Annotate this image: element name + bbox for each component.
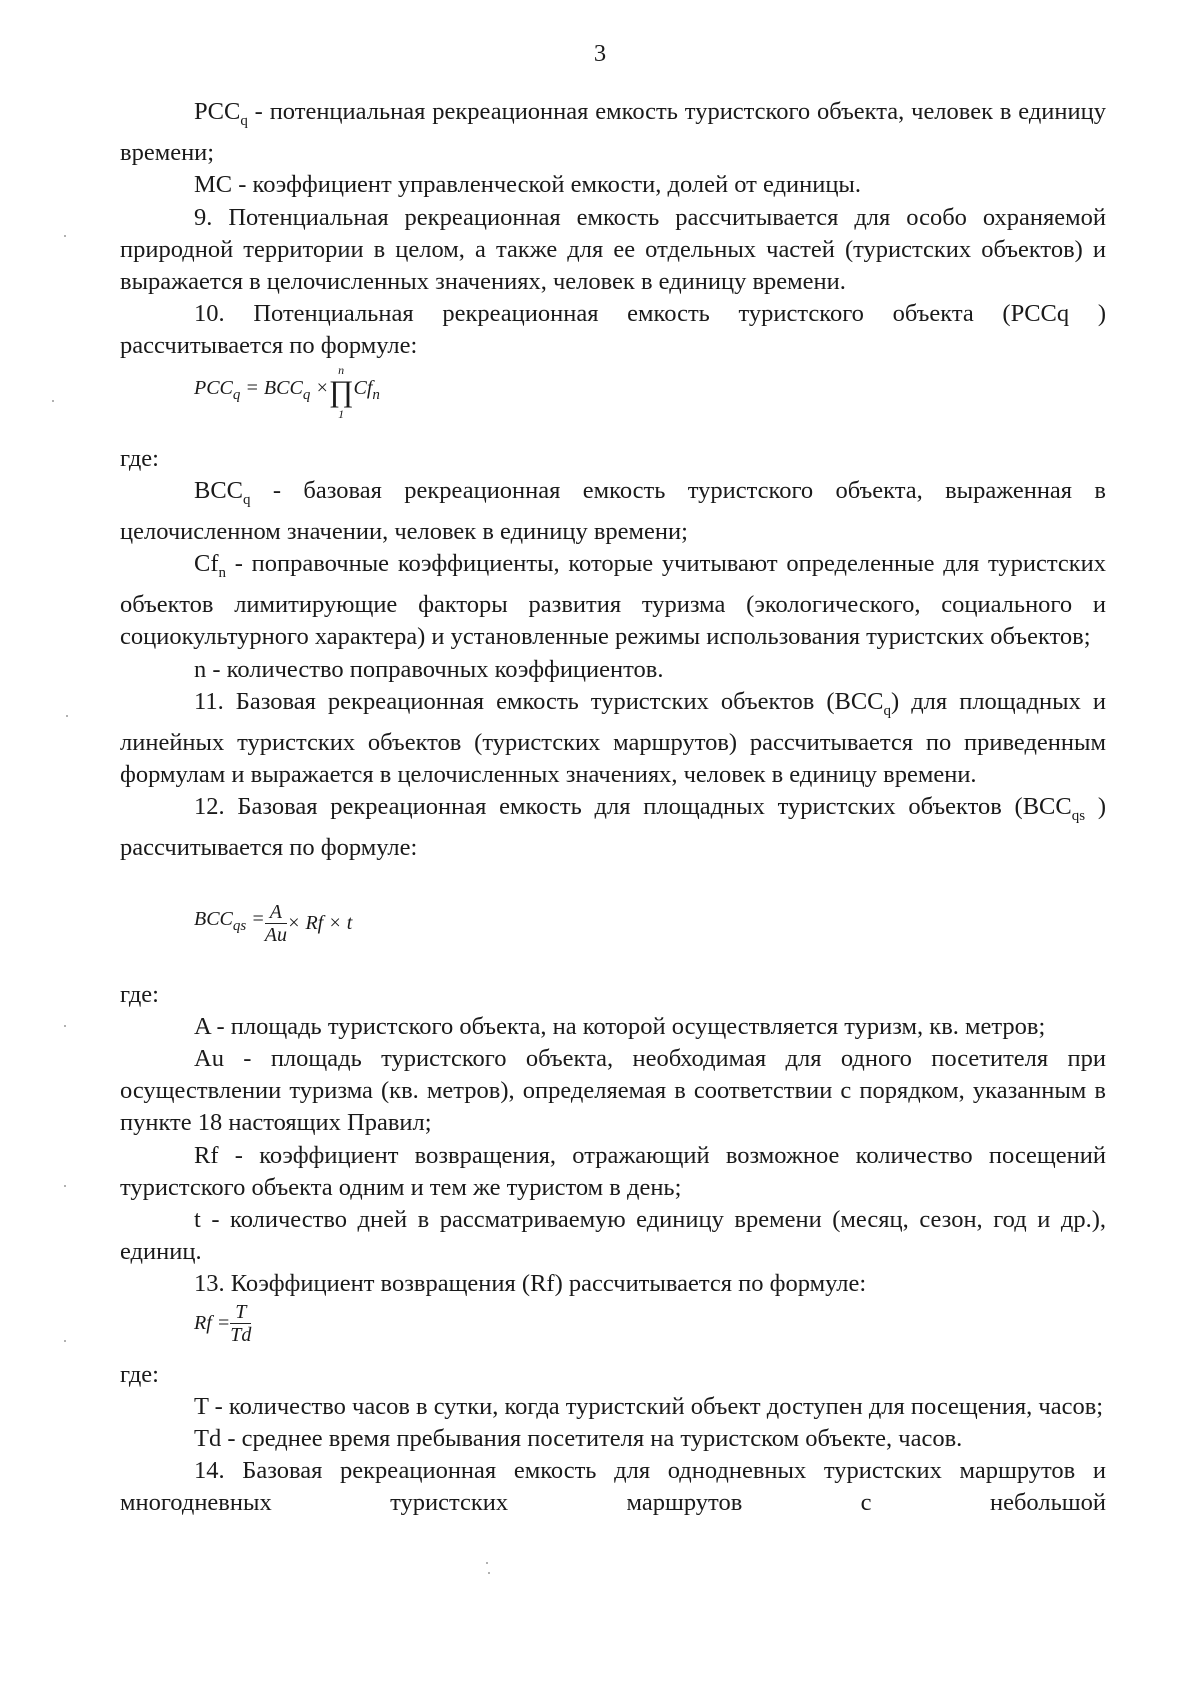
document-body bbox=[120, 96, 1106, 1520]
where-1 bbox=[120, 443, 1106, 475]
item-12-text: ) рассчитывается по формуле: bbox=[120, 793, 1106, 862]
def-t-text: t - количество дней в рассматриваемую единицу времени (месяц, сезон, год и др.), единиц. bbox=[120, 1205, 1106, 1266]
def-mc-text: MC - коэффициент управленческой емкости, долей от единицы. bbox=[194, 171, 862, 199]
formula-lhs: Rf bbox=[194, 1311, 212, 1334]
def-rf bbox=[120, 1140, 1106, 1204]
product-upper-limit: n bbox=[338, 362, 345, 377]
formula-lhs-sub: qs bbox=[232, 918, 247, 935]
formula-factor-sub: n bbox=[372, 386, 380, 403]
formula-term-sub: q bbox=[302, 386, 311, 403]
where-3-text: где: bbox=[120, 1360, 159, 1388]
item-13-text: 13. Коэффициент возвращения (Rf) рассчитывается по формуле: bbox=[194, 1270, 867, 1298]
def-pccq-subscript: q bbox=[240, 112, 248, 129]
def-T bbox=[120, 1391, 1106, 1423]
scan-speck bbox=[52, 400, 54, 402]
formula-op: × bbox=[310, 376, 329, 399]
where-1-text: где: bbox=[120, 444, 159, 472]
item-13 bbox=[120, 1268, 1106, 1300]
formula-pccq-factor bbox=[354, 372, 380, 411]
def-bccq-subscript: q bbox=[243, 491, 251, 508]
formula-lhs: BCC bbox=[194, 908, 233, 931]
formula-eq: = bbox=[246, 908, 265, 931]
where-2 bbox=[120, 979, 1106, 1011]
formula-lhs-sub: q bbox=[232, 386, 241, 403]
fraction bbox=[265, 901, 287, 946]
item-12-subscript: qs bbox=[1071, 808, 1086, 825]
formula-factor: Cf bbox=[353, 376, 373, 399]
def-rf-text: Rf - коэффициент возвращения, отражающий возможное количество посещений туристского объекта одним и тем же туристом в день; bbox=[120, 1141, 1106, 1201]
formula-rf bbox=[194, 1301, 1106, 1359]
def-bccq bbox=[120, 475, 1106, 548]
def-bccq-text: - базовая рекреационная емкость туристского объекта, выраженная в целочисленном значении, человек в единицу времени; bbox=[120, 476, 1106, 545]
fraction-denominator: Td bbox=[230, 1323, 252, 1346]
scan-speck bbox=[64, 1025, 66, 1027]
def-au-text: Au - площадь туристского объекта, необходимая для одного посетителя при осуществлении туризма (кв. метров), определяемая в соответствии с порядком, указанным в пункте 18 настоящих Правил; bbox=[120, 1044, 1106, 1137]
def-cfn-text: Cf bbox=[194, 550, 219, 578]
def-n-text: n - количество поправочных коэффициентов. bbox=[194, 655, 664, 683]
formula-eq: = bbox=[240, 376, 264, 399]
where-2-text: где: bbox=[120, 980, 159, 1008]
def-n bbox=[120, 654, 1106, 686]
def-t bbox=[120, 1204, 1106, 1268]
product-lower-limit: 1 bbox=[338, 406, 345, 421]
fraction-numerator: A bbox=[265, 901, 287, 924]
def-cfn-subscript: n bbox=[218, 564, 226, 581]
scan-speck bbox=[486, 1562, 488, 1564]
formula-eq: = bbox=[211, 1311, 231, 1334]
scan-speck bbox=[66, 715, 68, 717]
def-cfn-text: - поправочные коэффициенты, которые учитывают определенные для туристских объектов лимитирующие факторы развития туризма (экологического, социального и социокультурного характера) и установленные режимы использования туристских объектов; bbox=[120, 550, 1106, 651]
formula-bccqs-line bbox=[194, 903, 265, 942]
def-T-text: T - количество часов в сутки, когда туристский объект доступен для посещения, часов; bbox=[194, 1392, 1104, 1420]
scan-speck bbox=[64, 235, 66, 237]
formula-pccq bbox=[194, 363, 1106, 443]
def-pccq-text: PCC bbox=[194, 98, 241, 125]
item-11-text: 11. Базовая рекреационная емкость туристских объектов (BCC bbox=[194, 687, 884, 715]
fraction-numerator: T bbox=[230, 1301, 251, 1324]
item-9-text: 9. Потенциальная рекреационная емкость рассчитывается для особо охраняемой природной территории в целом, а также для ее отдельных частей (туристских объектов) и выражается в целочисленных значениях, человек в единицу времени. bbox=[120, 203, 1106, 295]
def-mc bbox=[120, 169, 1106, 201]
def-a bbox=[120, 1011, 1106, 1043]
product-operator bbox=[329, 363, 354, 421]
def-td bbox=[120, 1423, 1106, 1455]
def-pccq-text: - потенциальная рекреационная емкость туристского объекта, человек в единицу времени; bbox=[120, 98, 1106, 167]
def-td-text: Td - среднее время пребывания посетителя на туристском объекте, часов. bbox=[194, 1424, 963, 1452]
item-11-text: ) для площадных и линейных туристских объектов (туристских маршрутов) рассчитывается по приведенным формулам и выражается в целочисленных значениях, человек в единицу времени. bbox=[120, 687, 1106, 789]
formula-term: BCC bbox=[263, 376, 303, 399]
scan-speck bbox=[488, 1572, 490, 1574]
item-10 bbox=[120, 298, 1106, 362]
item-14-text: 14. Базовая рекреационная емкость для однодневных туристских маршрутов и многодневных туристских маршрутов с небольшой bbox=[120, 1457, 1106, 1517]
fraction-denominator: Au bbox=[264, 923, 287, 946]
formula-rf-line bbox=[194, 1307, 230, 1339]
formula-bccqs bbox=[194, 901, 1106, 979]
where-3 bbox=[120, 1359, 1106, 1391]
fraction bbox=[230, 1301, 251, 1346]
item-9 bbox=[120, 202, 1106, 299]
item-11 bbox=[120, 686, 1106, 792]
formula-rest: × Rf × t bbox=[286, 911, 353, 934]
def-au bbox=[120, 1043, 1106, 1140]
def-a-text: A - площадь туристского объекта, на которой осуществляется туризм, кв. метров; bbox=[194, 1012, 1046, 1040]
scan-speck bbox=[64, 1340, 66, 1342]
def-cfn bbox=[120, 548, 1106, 654]
item-14 bbox=[120, 1455, 1106, 1519]
formula-lhs: PCC bbox=[194, 376, 233, 399]
item-12-text: 12. Базовая рекреационная емкость для площадных туристских объектов (BCC bbox=[194, 793, 1072, 821]
def-bccq-text: BCC bbox=[194, 476, 244, 504]
page-number: 3 bbox=[593, 40, 607, 67]
item-12 bbox=[120, 791, 1106, 864]
scan-speck bbox=[64, 1185, 66, 1187]
formula-bccqs-rest bbox=[287, 907, 352, 939]
product-symbol: ∏ bbox=[328, 374, 354, 408]
formula-pccq-line bbox=[194, 372, 329, 411]
item-10-text: 10. Потенциальная рекреационная емкость туристского объекта (PCCq ) рассчитывается по формуле: bbox=[120, 300, 1106, 360]
item-11-subscript: q bbox=[883, 702, 892, 719]
def-pccq bbox=[120, 96, 1106, 169]
